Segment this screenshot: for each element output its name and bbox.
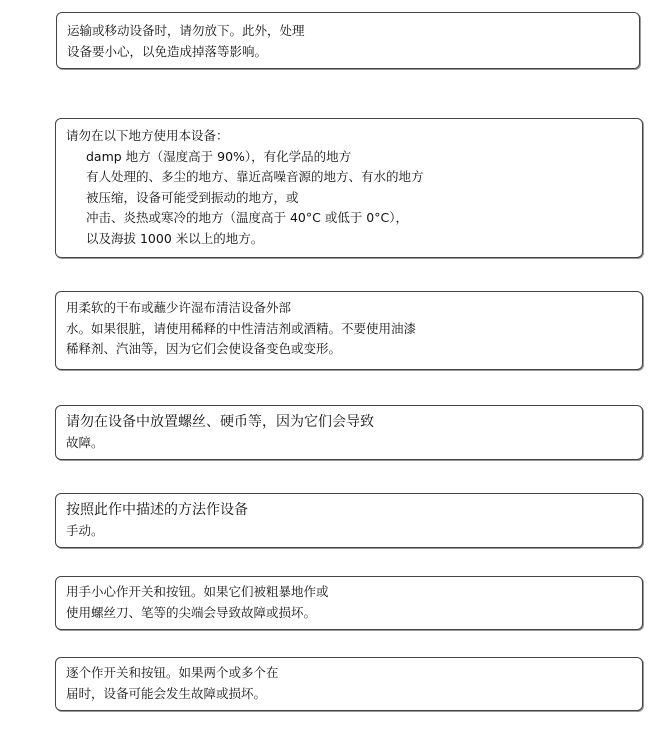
note-line: 请勿在设备中放置螺丝、硬币等，因为它们会导致 [66,414,374,430]
note-line: 用柔软的干布或蘸少许湿布清洁设备外部 [66,300,292,315]
note-line: 按照此作中描述的方法作设备 [66,502,248,518]
note-list-item: 冲击、炎热或寒冷的地方（温度高于 40°C 或低于 0°C）， [86,210,408,225]
note-cleaning [55,291,643,370]
note-one-at-a-time [55,657,643,711]
note-line: 手动。 [66,523,104,538]
note-line: 故障。 [66,435,104,450]
note-list-item: damp 地方（湿度高于 90%），有化学品的地方 [86,148,352,164]
note-follow-manual [55,493,643,548]
note-operate-carefully [55,576,643,630]
note-line: 稀释剂、汽油等，因为它们会使设备变色或变形。 [66,341,342,356]
note-line: 使用螺丝刀、笔等的尖端会导致故障或损坏。 [66,604,317,620]
note-handling-drop [56,12,640,69]
note-line: 用手小心作开关和按钮。如果它们被粗暴地作或 [66,584,329,599]
note-line: 水。如果很脏，请使用稀释的中性清洁剂或酒精。不要使用油漆 [66,320,417,336]
note-list-item: 被压缩，设备可能受到振动的地方，或 [86,189,299,205]
note-list-item: 有人处理的、多尘的地方、靠近高噪音源的地方、有水的地方 [86,169,424,184]
note-line: 运输或移动设备时，请勿放下。此外，处理 [67,23,305,38]
note-line: 逐个作开关和按钮。如果两个或多个在 [66,665,279,680]
note-line: 设备要小心，以免造成掉落等影响。 [67,43,268,59]
note-heading: 请勿在以下地方使用本设备： [66,128,229,143]
note-line: 届时，设备可能会发生故障或损坏。 [66,685,267,701]
note-list-item: 以及海拔 1000 米以上的地方。 [86,230,264,246]
note-usage-locations [55,118,643,258]
note-foreign-objects [55,405,643,460]
